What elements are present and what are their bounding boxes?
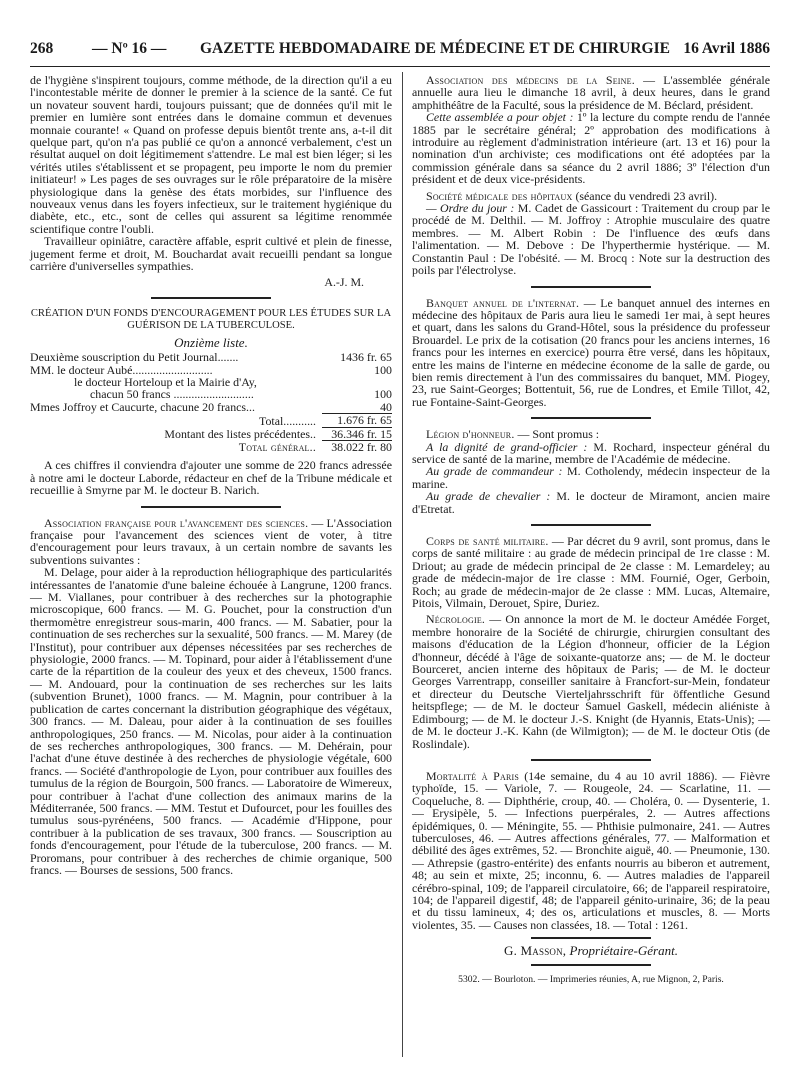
- hopitaux-news: Société médicale des hôpitaux (séance du vendredi 23 avril).: [426, 188, 718, 203]
- total-row: Total général.. 38.022 fr. 80: [238, 439, 392, 454]
- afas-list: M. Delage, pour aider à la reproduction héliographique des particularités intéressantes de l'anatomie d'une baleine échouée à Langrune, 1200 francs. — M. Viallanes, pour contribuer à des recherches sur la photographie microscopique, 600 francs. — M. G. Pouchet, pour la construction d'un thermomètre enregistreur sous-marin, 400 francs. — M. Sabatier, pour la continuation de ses recherches sur la sexualité, 500 francs. — M. Marey (de l'Institut), pour contribuer aux dépenses nécessitées par ses recherches de physiologie, 2000 francs. — M. Topinard, pour aider à l'établissement d'une carte de la répartition de la couleur des yeux et des cheveux, 1500 francs. — M. Andouard, pour la continuation de ses recherches sur les laits (subvention Brunet), 1000 francs. — M. Magnin, pour contribuer à la publication de cartes concernant la distribution géographique des végétaux, 300 francs. — M. Daleau, pour aider à la continuation de ses fouilles anthropologiques, 250 francs. — M. Nicolas, pour aider à la continuation de ses recherches anthropologiques, 300 francs. — M. Dehérain, pour l'achat d'une étuve destinée à des recherches de physiologie végétale, 600 francs. — Société d'anthropologie de Lyon, pour contribuer aux fouilles des tumulus de la région de Bourgoin, 500 francs. — Laboratoire de Wimereux, pour contribuer à l'achat d'une collection des animaux marins de la Méditerranée, 500 francs. — MM. Testut et Dufourcet, pour les fouilles des tumulus sous-pyrénéens, 500 francs. — Académie d'Hippone, pour contribuer à la publication de ses travaux, 300 francs. — Souscription au fonds d'encouragement, pour l'étude de la tuberculose, 200 francs. — M. Proromans, pour contribuer à des recherches de chimie organique, 500 francs. — Bourses de sessions, 500 francs.: [30, 565, 392, 877]
- page-header: [30, 40, 770, 62]
- legion-news: Légion d'honneur. — Sont promus :: [426, 427, 600, 442]
- section-separator: [531, 937, 651, 939]
- journal-title: GAZETTE HEBDOMADAIRE DE MÉDECINE ET DE CHIRURGIE: [200, 40, 670, 57]
- hopitaux-heading: Société médicale des hôpitaux: [426, 188, 573, 203]
- character-paragraph: Travailleur opiniâtre, caractère affable, esprit cultivé et plein de finesse, jugement ferme et droit, M. Bouchardat avait recueilli pendant sa longue carrière d'universelles sympathies.: [30, 234, 392, 274]
- obituary-paragraph: de l'hygiène s'inspirent toujours, comme méthode, de la direction qu'il a eu l'incontestable mérite de donner le premier à la science de la santé. Ce fut un novateur souvent hardi, toujours puissant; que de données qu'il mit le premier en lumière sont entrées dans le domaine commun et devenues monnaie courante! « Quand on professe depuis bientôt trente ans, a-t-il dit quelque part, qu'on n'a pas publié ce qu'on a annoncé verbalement, c'est un résultat auquel on doit légitimement s'attendre. Le mal est bien léger; si les vérités utiles s'établissent et se propagent, peu importe le nom du premier initiateur! » Les pages de ses ouvrages sur le rôle préparatoire de la misère physiologique dans la genèse des états morbides, sur l'influence des nouveaux venus dans les foyers infectieux, sur le traitement hygiénique du diabète, etc., etc., sont de celles qui assurent sa légitime renommée scientifique contre l'oubli.: [30, 73, 392, 236]
- fonds-note: A ces chiffres il conviendra d'ajouter une somme de 220 francs adressée à notre ami le docteur Laborde, rédacteur en chef de la Tribune médicale et recueillie à Smyrne par M. le docteur B. Narich.: [30, 458, 392, 498]
- banquet-news: Banquet annuel de l'internat. — Le banquet annuel des internes en médecine des hôpitaux de Paris aura lieu le samedi 1er mai, à sept heures et quart, dans les salons du Grand-Hôtel, sous la présidence du professeur Brouardel. Le prix de la cotisation (20 francs pour les anciens internes, 16 francs pour les internes en exercice) pourra être versé, dans les hôpitaux, entre les mains de l'interne en médecine économe de la salle de garde, ou bien remis directement à l'un des commissaires du banquet, MM. Piogey, 23, rue Saint-Georges; Bottentuit, 56, rue de Londres, et Emile Tillot, 42, rue Fontaine-Saint-Georges.: [412, 295, 770, 409]
- corps-heading: Corps de santé militaire.: [426, 534, 549, 548]
- afas-heading: Association française pour l'avancement des sciences.: [44, 515, 309, 530]
- gerant-signature: G. Masson, Propriétaire-Gérant.: [504, 943, 678, 959]
- left-column: [30, 74, 392, 876]
- corps-news: Corps de santé militaire. — Par décret du 9 avril, sont promus, dans le corps de santé militaire : au grade de médecin principal de 1re classe : M. Driout; au grade de médecin principal de 2e classe : M. Lemardeley; au grade de médecin-major de 1re classe : MM. Fournié, Oger, Gerboin, Roch; au grade de médecin-major de 2e classe : MM. Lucas, Altemaire, Pitois, Vilmain, Derouet, Spire, Duriez.: [412, 534, 770, 611]
- necro-heading: Nécrologie.: [426, 612, 486, 627]
- mortalite-heading: Mortalité à Paris: [426, 768, 520, 783]
- page-number: 268: [30, 40, 54, 57]
- necro-news: Nécrologie. — On annonce la mort de M. le docteur Amédée Forget, membre honoraire de la Société de chirurgie, chirurgien consultant des maisons d'éducation de la Légion d'honneur, officier de la Légion d'honneur, décédé à l'âge de soixante-quatorze ans; — de M. le docteur Bourceret, ancien interne des hôpitaux de Paris; — de M. le docteur Georges Varrentrapp, conseiller sanitaire à Francfort-sur-Mein, fondateur et directeur du Deutsche Vierteljahrsschrift für öffentliche Gesund heitspflege; — de M. le docteur Samuel Gaskell, médecin aliéniste à Edimbourg; — de M. le docteur J.-S. Knight (de Hyannis, Etats-Unis); — de M. le docteur J.-K. Kahn (de Wilmigton); — de M. le docteur Otis (de Roslindale).: [412, 612, 770, 751]
- issue-number: — Nº 16 —: [92, 40, 167, 57]
- table-row: le docteur Horteloup et la Mairie d'Ay,: [74, 374, 257, 389]
- issue-date: 16 Avril 1886: [683, 40, 770, 57]
- assoc-news: Association des médecins de la Seine. — L'assemblée générale annuelle aura lieu le dimanche 18 avril, à deux heures, dans le grand amphithéâtre de la Faculté, sous la présidence de M. Béclard, président.: [412, 73, 770, 112]
- section-separator: [531, 286, 651, 288]
- assoc-object: Cette assemblée a pour objet : 1º la lecture du compte rendu de l'année 1885 par le secrétaire général; 2º approbation des modifications à introduire au règlement d'administration intérieure (art. 13 et 16) pour la nomination d'un archiviste; ces modifications ont été adoptées par la commission générale dans sa séance du 2 avril 1886; 3º l'élection d'un président et de deux vice-présidents.: [412, 110, 770, 187]
- legion-item: Au grade de chevalier : M. le docteur de Miramont, ancien maire d'Etretat.: [412, 489, 771, 516]
- legion-item: A la dignité de grand-officier : M. Rochard, inspecteur général du service de santé de la marine, membre de l'Académie de médecine.: [412, 439, 771, 466]
- obituary-signature: A.-J. M.: [324, 274, 364, 289]
- table-row: Deuxième souscription du Petit Journal....... 1436 fr. 65: [30, 350, 392, 365]
- subscription-table: [30, 351, 392, 453]
- right-column: [412, 74, 770, 986]
- assoc-heading: Association des médecins de la Seine.: [426, 73, 635, 87]
- total-row: Montant des listes précédentes.. 36.346 fr. 15: [164, 426, 392, 442]
- banquet-heading: Banquet annuel de l'internat.: [426, 295, 580, 310]
- section-separator: [151, 297, 271, 299]
- section-separator: [531, 964, 651, 966]
- hopitaux-order: — Ordre du jour : M. Cadet de Gassicourt : Traitement du croup par le procédé de M. Delthil. — M. Joffroy : Atrophie musculaire des quatre membres. — M. Albert Robin : De l'influence des œufs dans l'alimentation. — M. Debove : De l'hyperthermie hystérique. — M. Constantin Paul : De l'obésité. — M. Brocq : Note sur la destruction des poils par l'électrolyse.: [412, 201, 770, 278]
- mortalite-news: Mortalité à Paris (14e semaine, du 4 au 10 avril 1886). — Fièvre typhoïde, 15. — Variole, 7. — Rougeole, 24. — Scarlatine, 11. — Coqueluche, 8. — Diphthérie, croup, 40. — Choléra, 0. — Dysenterie, 1. — Erysipèle, 5. — Infections puerpérales, 2. — Autres affections épidémiques, 0. — Méningite, 55. — Phthisie pulmonaire, 241. — Autres tuberculoses, 46. — Autres affections générales, 77. — Malformation et débilité des âges extrêmes, 52. — Bronchite aiguë, 40. — Pneumonie, 130. — Athrepsie (gastro-entérite) des enfants nourris au biberon et autrement, 48; au sein et mixte, 25; inconnu, 6. — Autres maladies de l'appareil cérébro-spinal, 109; de l'appareil circulatoire, 66; de l'appareil respiratoire, 104; de l'appareil digestif, 48; de l'appareil génito-urinaire, 36; de la peau et du tissu lamineux, 4; des os, articulations et muscles, 8. — Morts violentes, 35. — Causes non classées, 18. — Total : 1261.: [412, 768, 770, 932]
- afas-intro: Association française pour l'avancement des sciences. — L'Association française pour l'avancement des sciences vient de voter, à titre d'encouragement pour leurs travaux, à un certain nombre de savants les subventions suivantes :: [30, 515, 392, 567]
- header-rule: [30, 66, 770, 67]
- section-separator: [531, 759, 651, 761]
- table-row: Mmes Joffroy et Caucurte, chacune 20 francs... 40: [30, 399, 392, 415]
- section-separator: [141, 506, 281, 508]
- table-row: chacun 50 francs ........................... 100: [90, 387, 392, 402]
- legion-heading: Légion d'honneur.: [426, 427, 515, 442]
- section-separator: [531, 417, 651, 419]
- printer-footer: 5302. — Bourloton. — Imprimeries réunies, A, rue Mignon, 2, Paris.: [458, 973, 724, 985]
- column-divider: [402, 72, 403, 1057]
- section-separator: [531, 524, 651, 526]
- total-row: Total........... 1.676 fr. 65: [259, 413, 392, 428]
- liste-title: Onzième liste.: [174, 334, 248, 350]
- fonds-title: CRÉATION D'UN FONDS D'ENCOURAGEMENT POUR LES ÉTUDES SUR LA GUÉRISON DE LA TUBERCULOSE.: [30, 307, 392, 332]
- table-row: MM. le docteur Aubé........................... 100: [30, 362, 392, 377]
- legion-item: Au grade de commandeur : M. Cotholendy, médecin inspecteur de la marine.: [412, 464, 771, 491]
